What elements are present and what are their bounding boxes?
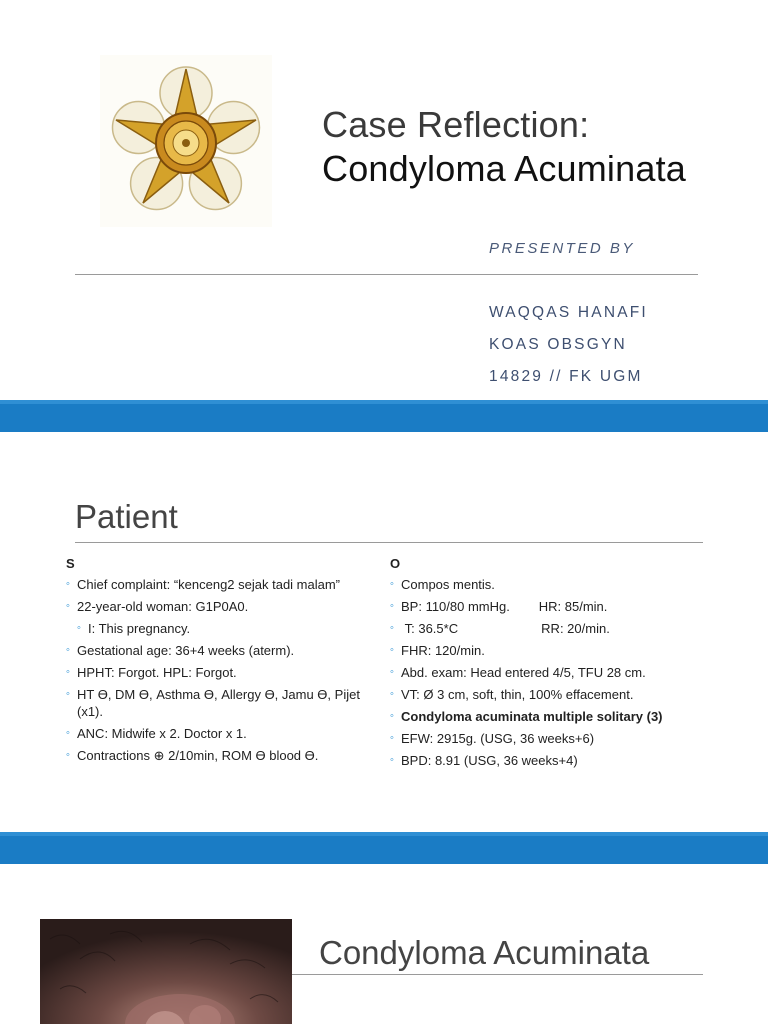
- list-item: [390, 642, 710, 659]
- bullet-icon: ◦: [390, 622, 394, 634]
- list-item-text: EFW: 2915g. (USG, 36 weeks+6): [401, 731, 595, 746]
- list-item: [66, 620, 384, 637]
- list-item-text: Condyloma acuminata multiple solitary (3): [401, 709, 663, 724]
- bullet-icon: ◦: [66, 666, 70, 678]
- objective-list: [390, 576, 710, 769]
- list-item: [66, 725, 384, 742]
- bullet-icon: ◦: [390, 666, 394, 678]
- condyloma-divider: [292, 974, 703, 975]
- band-edge-2: [0, 832, 768, 836]
- presenter-id: 14829 // FK UGM: [489, 368, 643, 385]
- bullet-icon: ◦: [66, 578, 70, 590]
- list-item-text: Contractions ⊕ 2/10min, ROM ϴ blood ϴ.: [77, 748, 319, 763]
- title-slide: [0, 0, 768, 400]
- list-item: [66, 642, 384, 659]
- list-item-text: HPHT: Forgot. HPL: Forgot.: [77, 665, 237, 680]
- subjective-list: [66, 576, 384, 764]
- list-item: [66, 598, 384, 615]
- list-item-text: Gestational age: 36+4 weeks (aterm).: [77, 643, 295, 658]
- patient-slide: [0, 432, 768, 832]
- slide-title-line2: Condyloma Acuminata: [322, 148, 686, 189]
- bullet-icon: ◦: [390, 732, 394, 744]
- list-item-text: Chief complaint: “kenceng2 sejak tadi malam”: [77, 577, 341, 592]
- bullet-icon: ◦: [390, 688, 394, 700]
- clinical-photo: [40, 919, 292, 1024]
- list-item: [66, 686, 384, 720]
- objective-heading: O: [390, 556, 401, 571]
- condyloma-title: Condyloma Acuminata: [319, 934, 650, 971]
- list-item: [390, 686, 710, 703]
- list-item: [390, 664, 710, 681]
- slide-separator-band-2: [0, 832, 768, 864]
- list-item: [390, 598, 710, 615]
- list-item-text: 22-year-old woman: G1P0A0.: [77, 599, 249, 614]
- objective-column: [390, 556, 710, 774]
- patient-divider: [75, 542, 703, 543]
- bullet-icon: ◦: [66, 727, 70, 739]
- bullet-icon: ◦: [390, 754, 394, 766]
- presenter-role: KOAS OBSGYN: [489, 336, 627, 353]
- presented-by-label: PRESENTED BY: [489, 240, 635, 257]
- list-item-text: HT ϴ, DM ϴ, Asthma ϴ, Allergy ϴ, Jamu ϴ, Pijet (x1).: [77, 687, 364, 719]
- band-edge: [0, 400, 768, 404]
- patient-title: Patient: [75, 498, 178, 535]
- bullet-icon: ◦: [66, 749, 70, 761]
- bullet-icon: ◦: [390, 710, 394, 722]
- list-item-text: ANC: Midwife x 2. Doctor x 1.: [77, 726, 247, 741]
- title-divider: [75, 274, 698, 275]
- list-item: [390, 708, 710, 725]
- list-item-text: FHR: 120/min.: [401, 643, 485, 658]
- bullet-icon: ◦: [77, 622, 81, 634]
- list-item: [66, 664, 384, 681]
- list-item-text: VT: Ø 3 cm, soft, thin, 100% effacement.: [401, 687, 634, 702]
- subjective-heading: S: [66, 556, 75, 571]
- list-item-text: T: 36.5*C RR: 20/min.: [401, 621, 610, 636]
- subjective-column: [66, 556, 384, 769]
- bullet-icon: ◦: [390, 644, 394, 656]
- bullet-icon: ◦: [66, 644, 70, 656]
- university-seal-icon: [100, 55, 272, 227]
- list-item: [390, 730, 710, 747]
- list-item: [390, 576, 710, 593]
- list-item: [390, 752, 710, 769]
- slide-title-line1: Case Reflection:: [322, 104, 590, 145]
- bullet-icon: ◦: [390, 578, 394, 590]
- list-item-text: BPD: 8.91 (USG, 36 weeks+4): [401, 753, 578, 768]
- presenter-name: WAQQAS HANAFI: [489, 304, 648, 321]
- bullet-icon: ◦: [66, 688, 70, 700]
- bullet-icon: ◦: [390, 600, 394, 612]
- condyloma-slide: [0, 864, 768, 1024]
- slide-separator-band: [0, 400, 768, 432]
- list-item-text: BP: 110/80 mmHg. HR: 85/min.: [401, 599, 608, 614]
- list-item: [390, 620, 710, 637]
- list-item-text: Compos mentis.: [401, 577, 495, 592]
- list-item-text: Abd. exam: Head entered 4/5, TFU 28 cm.: [401, 665, 646, 680]
- list-item-text: I: This pregnancy.: [88, 621, 191, 636]
- list-item: [66, 576, 384, 593]
- bullet-icon: ◦: [66, 600, 70, 612]
- list-item: [66, 747, 384, 764]
